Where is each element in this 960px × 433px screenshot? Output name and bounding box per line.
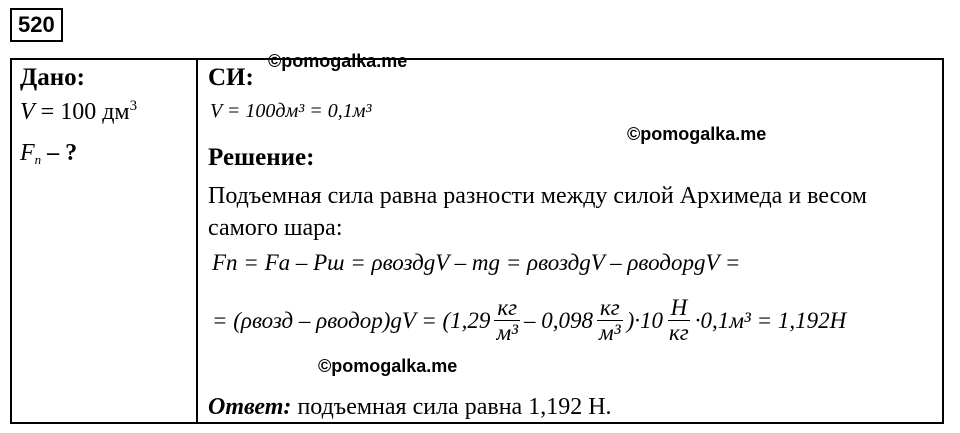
formula2-mid2: )·10 — [626, 307, 664, 333]
fraction-kg-per-m3-1 — [493, 296, 521, 345]
given-title: Дано: — [20, 64, 85, 91]
volume-value: = 100 дм — [40, 99, 130, 125]
force-subscript: п — [34, 152, 42, 167]
watermark: ©pomogalka.me — [318, 356, 458, 376]
formula2-mid1: – 0,098 — [524, 307, 594, 333]
column-divider — [196, 60, 198, 422]
si-conversion: V = 100дм³ = 0,1м³ — [210, 100, 372, 122]
fraction-denominator: м³ — [599, 320, 621, 345]
watermark: ©pomogalka.me — [627, 124, 767, 144]
formula-line-2 — [212, 296, 846, 345]
given-volume — [20, 98, 137, 126]
formula-line-1: Fп = Fа – Pш = ρвоздgV – mg = ρвоздgV – ρводорgV = — [212, 250, 741, 275]
fraction-numerator: кг — [597, 296, 623, 321]
problem-number: 520 — [10, 8, 63, 42]
answer — [208, 394, 612, 421]
formula2-start: = (ρвозд – ρводор)gV = (1,29 — [212, 307, 491, 333]
answer-text: подъемная сила равна 1,192 Н. — [297, 394, 612, 420]
volume-exponent: 3 — [129, 98, 138, 114]
formula2-end: ·0,1м³ = 1,192Н — [694, 307, 847, 333]
fraction-denominator: м³ — [496, 320, 519, 345]
force-query: – ? — [47, 140, 78, 166]
fraction-numerator: Н — [668, 296, 691, 321]
si-title: СИ: — [208, 64, 254, 91]
solution-text: Подъемная сила равна разности между силой Архимеда и весом самого шара: — [208, 183, 867, 241]
volume-variable: V — [20, 99, 35, 125]
watermark: ©pomogalka.me — [268, 51, 408, 71]
fraction-numerator: кг — [494, 296, 520, 321]
solution-title: Решение: — [208, 144, 315, 171]
fraction-denominator: кг — [669, 320, 689, 345]
fraction-kg-per-m3-2 — [596, 296, 624, 345]
force-variable: F — [20, 140, 35, 166]
answer-label: Ответ: — [208, 394, 292, 420]
given-force — [20, 140, 77, 168]
fraction-n-per-kg — [666, 296, 692, 345]
solution-table — [10, 58, 944, 424]
